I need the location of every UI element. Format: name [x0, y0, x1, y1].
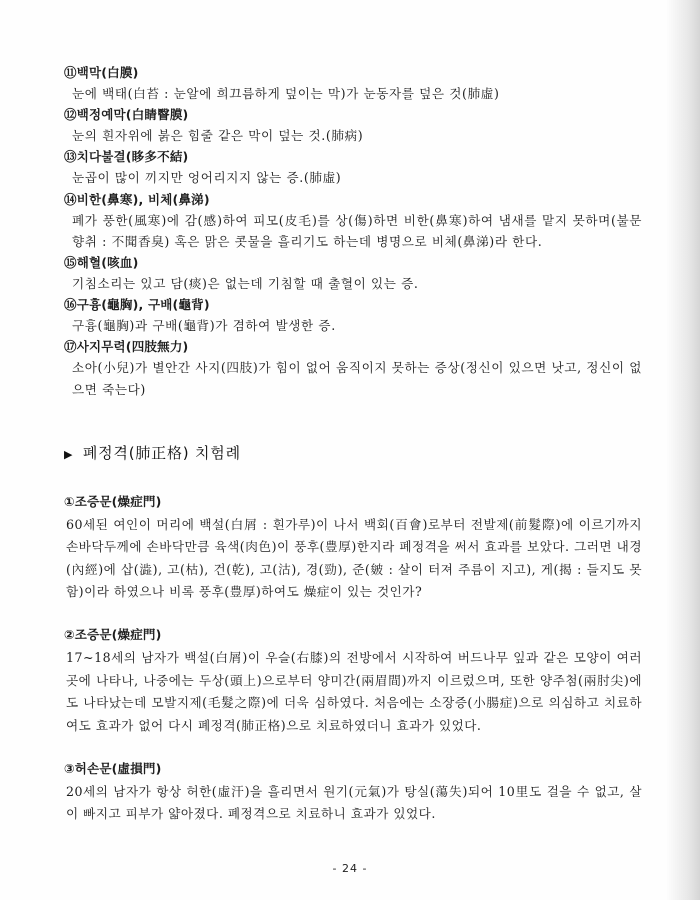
symptom-entry [64, 146, 642, 188]
case-title: ②조증문(燥症門) [64, 627, 162, 643]
scan-edge-shadow [666, 0, 700, 900]
symptom-entry [64, 294, 642, 336]
case-report [64, 758, 642, 826]
case-title: ③허손문(虛損門) [64, 761, 162, 777]
entry-title: ⑭비한(鼻寒), 비체(鼻涕) [64, 191, 210, 207]
case-body: 17~18세의 남자가 백설(白屑)이 우슬(右膝)의 전방에서 시작하여 버드나무 잎과 같은 모양이 여러 곳에 나타나, 나중에는 두상(頭上)으로부터 양미간(兩眉間)까지 이르렀으며, 또한 양주첨(兩肘尖)에도 나타났는데 모발지제(毛髮之際)에 더욱 심하였다. 처음에는 소장증(小腸症)으로 의심하고 치료하여도 효과가 없어 다시 폐정격(肺正格)으로 치료하였더니 효과가 있었다. [66, 650, 643, 733]
symptom-entry [64, 336, 642, 399]
entry-title: ⑫백정예막(白睛瞖膜) [64, 107, 189, 123]
symptom-entry [64, 62, 642, 104]
entry-title: ⑬치다불결(眵多不結) [64, 149, 189, 165]
symptom-entry [64, 189, 642, 252]
entry-body: 폐가 풍한(風寒)에 감(感)하여 피모(皮毛)를 상(傷)하면 비한(鼻寒)하여 냄새를 맡지 못하며(불문향취 : 不聞香臭) 혹은 맑은 콧물을 흘리기도 하는데 병명으로 비체(鼻涕)라 한다. [72, 212, 642, 249]
page-content [64, 62, 642, 847]
section-heading [64, 442, 642, 463]
entry-body: 구흉(龜胸)과 구배(龜背)가 겸하여 발생한 증. [72, 318, 336, 334]
entry-title: ⑯구흉(龜胸), 구배(龜背) [64, 297, 210, 313]
section-heading-text: 폐정격(肺正格) 치험례 [82, 443, 241, 462]
case-title: ①조증문(燥症門) [64, 493, 162, 509]
entry-title: ⑪백막(白膜) [64, 65, 139, 80]
page-number: - 24 - [332, 862, 368, 875]
entry-body: 소아(小兒)가 별안간 사지(四肢)가 힘이 없어 움직이지 못하는 증상(정신이 있으면 낫고, 정신이 없으면 죽는다) [72, 360, 642, 397]
case-body: 60세된 여인이 머리에 백설(白屑 : 흰가루)이 나서 백회(百會)로부터 전발제(前髮際)에 이르기까지 손바닥두께에 손바닥만큼 육색(肉色)이 풍후(豊厚)한지라 폐정격을 써서 효과를 보았다. 그러면 내경(內經)에 삽(澁), 고(枯), 건(乾), 고(沽), 경(勁), 준(皴 : 살이 터져 주름이 지고), 게(揭 : 들지도 못함)이라 하였으나 비록 풍후(豊厚)하여도 燥症이 있는 것인가? [66, 516, 642, 600]
symptom-entry [64, 252, 642, 294]
entry-body: 기침소리는 있고 담(痰)은 없는데 기침할 때 출혈이 있는 증. [72, 276, 419, 292]
case-body: 20세의 남자가 항상 허한(虛汗)을 흘리면서 원기(元氣)가 탕실(蕩失)되어 10里도 걸을 수 없고, 살이 빠지고 피부가 얇아졌다. 폐정격으로 치료하니 효과가 있었다. [66, 784, 642, 822]
case-report [64, 491, 642, 604]
symptom-entry [64, 104, 642, 146]
entry-title: ⑰사지무력(四肢無力) [64, 339, 189, 355]
entry-title: ⑮해혈(咳血) [64, 255, 139, 271]
triangle-bullet-icon: ▶ [64, 447, 74, 461]
entry-body: 눈곱이 많이 끼지만 엉어리지지 않는 증.(肺虛) [72, 170, 342, 186]
entry-body: 눈에 백태(白苔 : 눈알에 희끄름하게 덮이는 막)가 눈동자를 덮은 것(肺虛) [72, 86, 500, 101]
case-report [64, 624, 642, 737]
entry-body: 눈의 흰자위에 붉은 힘줄 같은 막이 덮는 것.(肺病) [72, 128, 364, 144]
